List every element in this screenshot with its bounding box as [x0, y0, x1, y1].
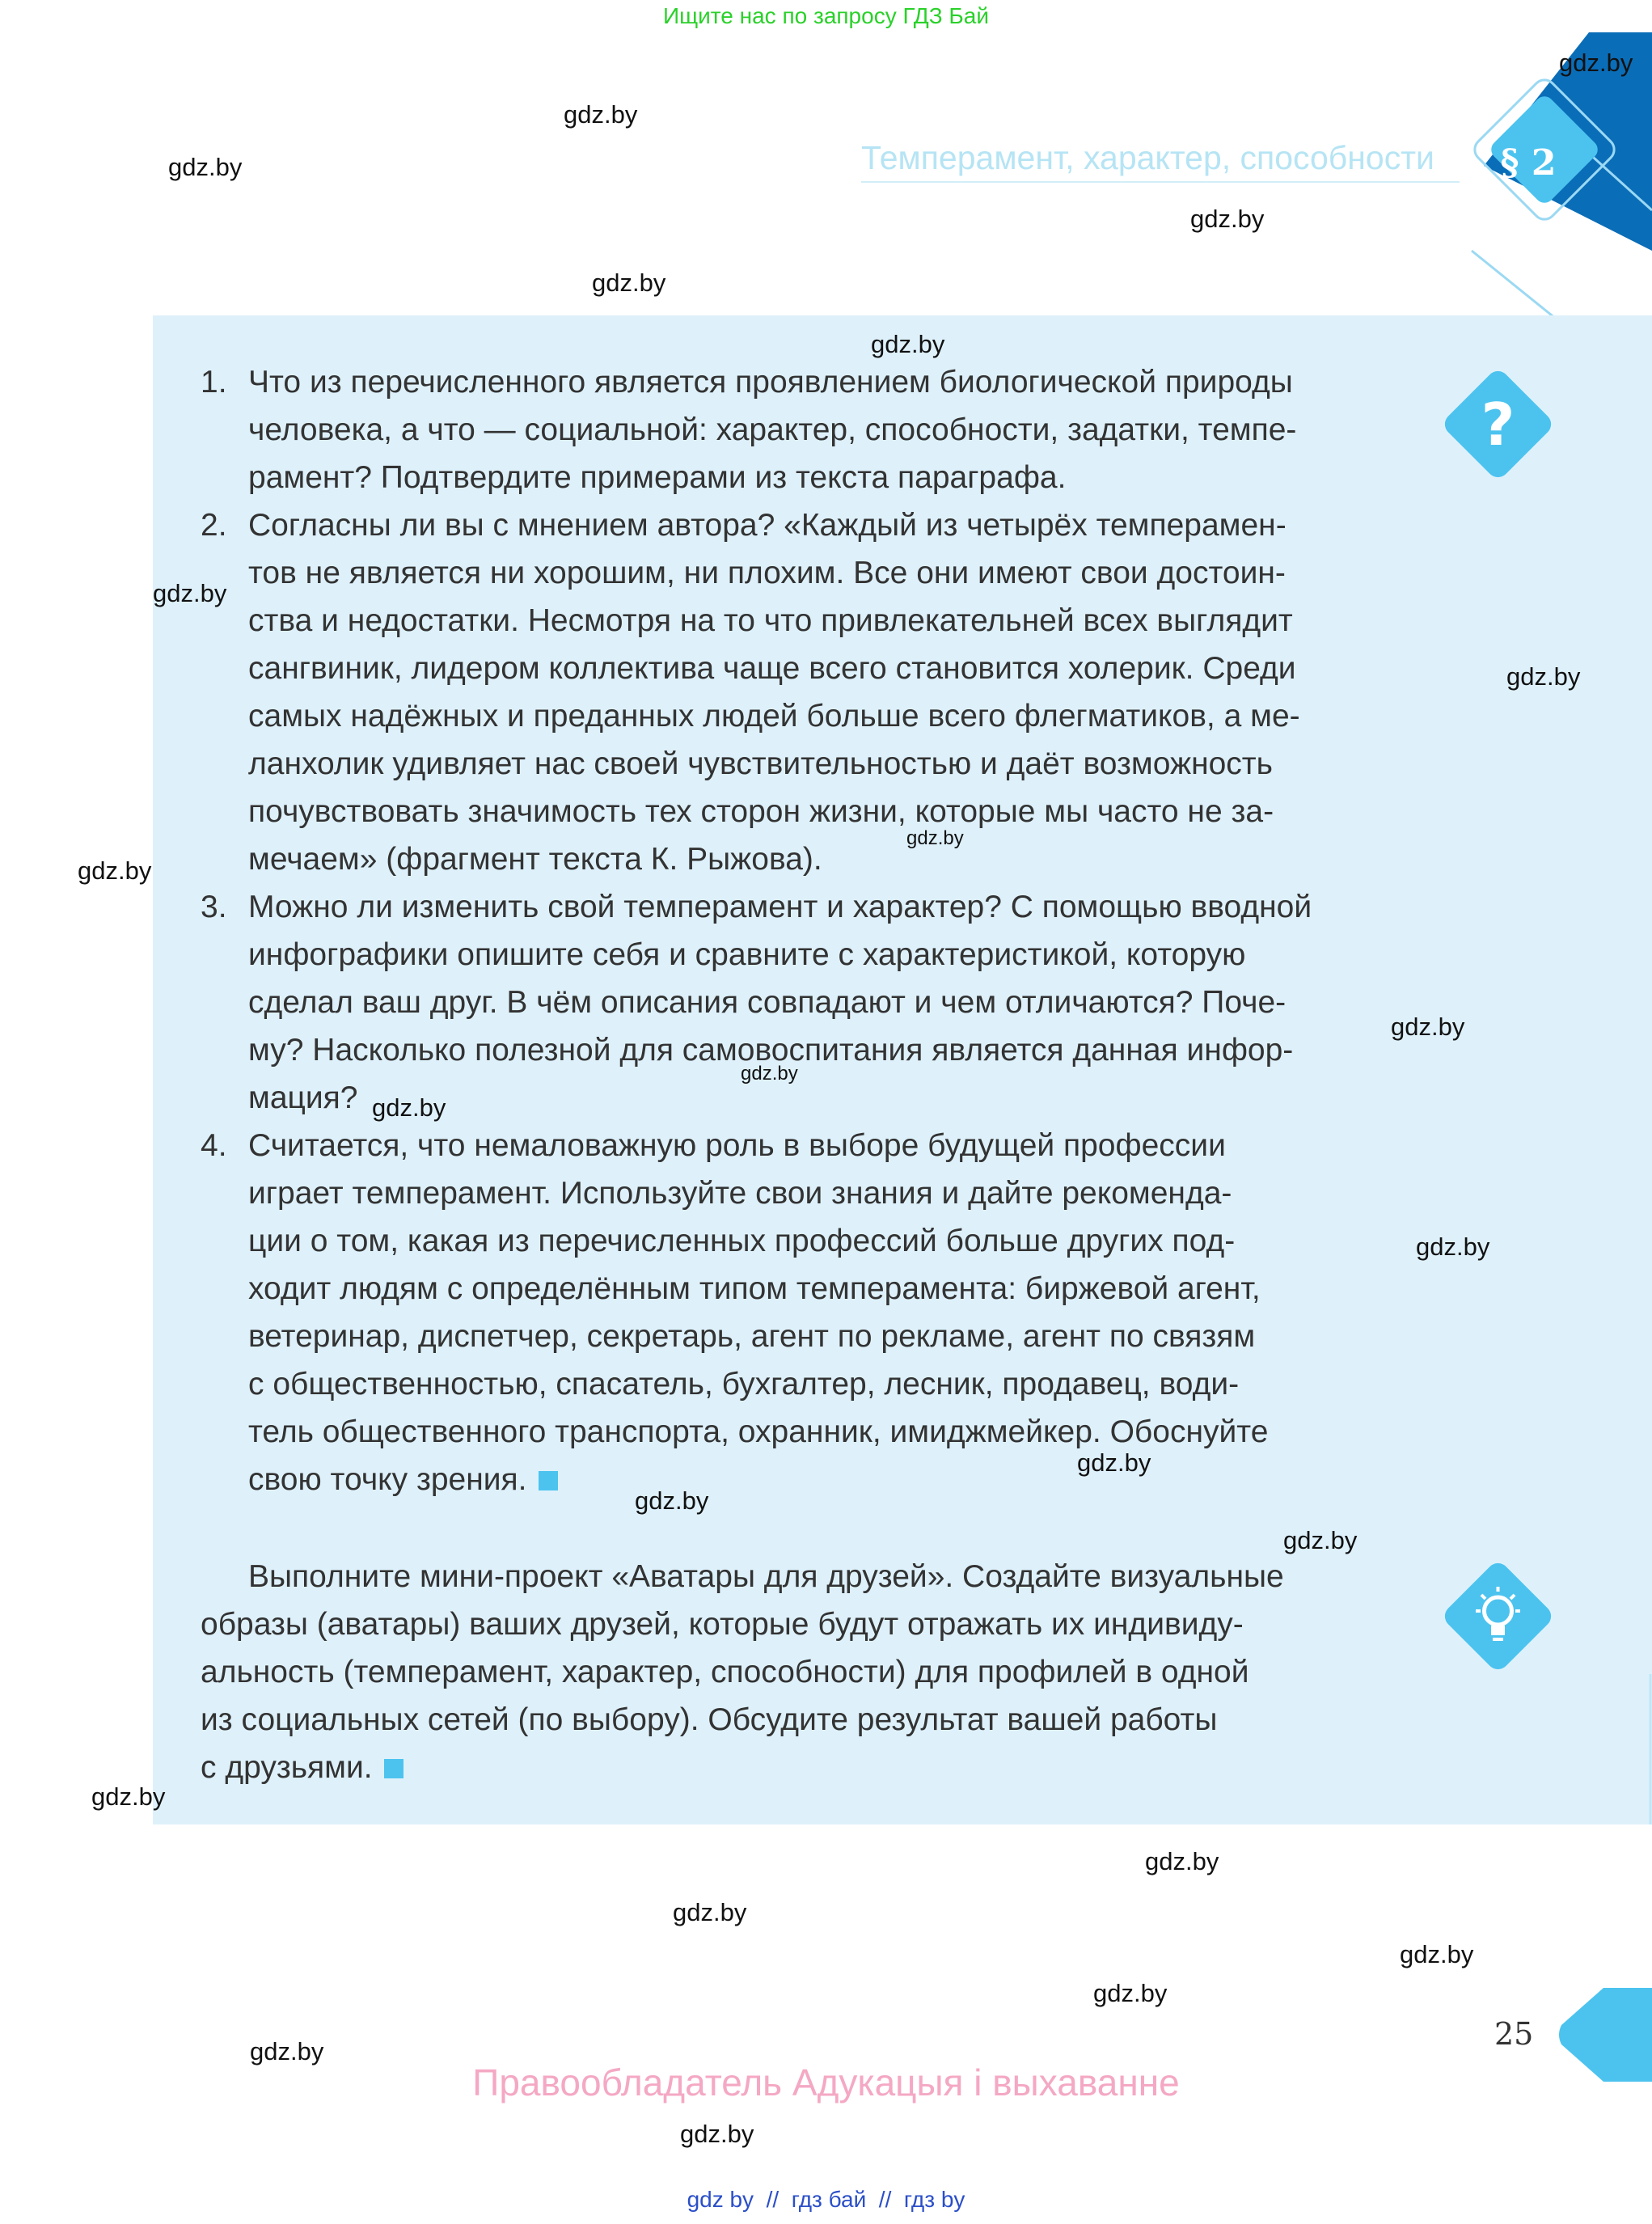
question-1-text: Что из перечисленного является проявлением биологической природы человека, а что — социальной: характер, способности, задатки, темпе- рамент? Подтвердите примерами из текста параграфа. — [248, 365, 1297, 495]
copyright-notice: Правообладатель Адукацыя і выхаванне — [472, 2061, 1180, 2103]
watermark: gdz.by — [91, 1782, 166, 1811]
watermark: gdz.by — [250, 2037, 324, 2065]
watermark: gdz.by — [1391, 1013, 1465, 1041]
watermark: gdz.by — [1190, 205, 1265, 233]
watermark: gdz.by — [78, 856, 152, 885]
svg-text:?: ? — [1481, 391, 1515, 459]
question-4-text: Считается, что немаловажную роль в выборе будущей профессии играет темперамент. Используйте свои знания и дайте рекоменда- ции о том, какая из перечисленных профессий больше других под- ходит людям с определённым типом темперамента: биржевой агент, ветеринар, диспетчер, секретарь, агент по рекламе, агент по связям с общественностью, спасатель, бухгалтер, лесник, продавец, води- тель общественного транспорта, охранник, имиджмейкер. Обоснуйте свою точку зрения. — [248, 1128, 1269, 1497]
watermark: gdz.by — [564, 100, 638, 129]
section-badge: § 2 — [1500, 142, 1557, 184]
watermark: gdz.by — [1416, 1233, 1490, 1261]
question-3-text: Можно ли изменить свой темперамент и характер? С помощью вводной инфографики опишите себя и сравните с характеристикой, которую сделал ваш друг. В чём описания совпадают и чем отличаются? Поче- му? Насколько полезной для самовоспитания является данная инфор- мация? — [248, 890, 1312, 1115]
watermark: gdz.by — [1283, 1526, 1358, 1554]
square-end-marker — [539, 1471, 558, 1490]
header-rule — [861, 181, 1460, 183]
square-end-marker — [384, 1759, 403, 1778]
watermark: gdz.by — [1077, 1448, 1151, 1477]
running-header-title: Темперамент, характер, способности — [861, 139, 1434, 176]
watermark: gdz.by — [1559, 49, 1633, 77]
watermark: gdz.by — [592, 268, 666, 297]
watermark: gdz.by — [372, 1093, 446, 1122]
lightbulb-icon — [1439, 1558, 1557, 1675]
page-number: 25 — [1494, 2016, 1534, 2052]
watermark: gdz.by — [1400, 1940, 1474, 1968]
watermark: gdz.by — [1145, 1847, 1219, 1875]
panel-corner-accent — [1565, 1674, 1652, 1824]
watermark: gdz.by — [635, 1486, 709, 1515]
watermark: gdz.by — [871, 330, 945, 358]
watermark: gdz.by — [153, 579, 227, 607]
watermark: gdz.by — [673, 1898, 747, 1926]
watermark: gdz.by — [680, 2120, 754, 2148]
footer-links[interactable]: gdz by // гдз бай // гдз by — [687, 2187, 965, 2212]
watermark: gdz.by — [1506, 662, 1581, 691]
question-number-1: 1. — [201, 365, 227, 400]
question-2-text: Согласны ли вы с мнением автора? «Каждый из четырёх темперамен- тов не является ни хорошим, ни плохим. Все они имеют свои достоин- ства и недостатки. Несмотря на то что привлекательней всех выглядит сангвиник, лидером коллектива чаще всего становится холерик. Среди самых надёжных и преданных людей больше всего флегматиков, а ме- ланхолик удивляет нас своей чувствительностью и даёт возможность почувствовать значимость тех сторон жизни, которые мы часто не за- мечаем» (фрагмент текста К. Рыжова). — [248, 508, 1300, 877]
mini-project-text: Выполните мини-проект «Аватары для друзей». Создайте визуальные образы (аватары) ваших друзей, которые будут отражать их индивиду- альность (темперамент, характер, способности) для профилей в одной из социальных сетей (по выбору). Обсудите результат вашей работы с друзьями. — [201, 1559, 1284, 1785]
top-search-banner: Ищите нас по запросу ГДЗ Бай — [662, 3, 990, 28]
question-mark-icon — [1439, 366, 1557, 483]
question-number-3: 3. — [201, 890, 227, 924]
watermark: gdz.by — [168, 153, 243, 181]
question-number-2: 2. — [201, 508, 227, 543]
watermark: gdz.by — [906, 827, 964, 849]
watermark: gdz.by — [741, 1063, 798, 1085]
watermark: gdz.by — [1093, 1979, 1168, 2007]
question-number-4: 4. — [201, 1128, 227, 1163]
